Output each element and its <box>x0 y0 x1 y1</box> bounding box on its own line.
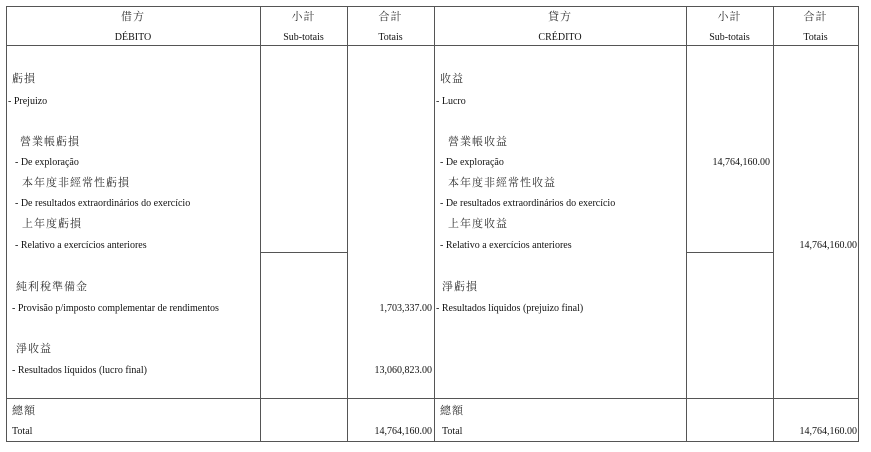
debit-net-total: 13,060,823.00 <box>374 365 432 376</box>
header-credit-subtotal-cn: 小計 <box>717 11 742 23</box>
credit-oper-cn: 營業帳收益 <box>448 136 508 148</box>
header-credit-total: Totais <box>803 32 828 43</box>
credit-netloss: - Resultados líquidos (prejuizo final) <box>436 303 584 314</box>
credit-sum-cn: 總額 <box>440 405 464 417</box>
header-credit: CRÉDITO <box>538 32 582 43</box>
header-credit-cn: 貸方 <box>548 11 572 23</box>
debit-extra-cn: 本年度非經常性虧損 <box>22 177 130 189</box>
header-credit-subtotal: Sub-totais <box>709 32 750 43</box>
debit-oper-cn: 營業帳虧損 <box>20 136 80 148</box>
debit-tax-cn: 純利稅準備金 <box>16 281 88 293</box>
header-divider <box>6 45 859 46</box>
credit-prev-cn: 上年度收益 <box>448 218 508 230</box>
balance-sheet <box>6 6 859 442</box>
col-border-debit-subtotal <box>260 6 261 442</box>
credit-extra: - De resultados extraordinários do exercício <box>440 198 616 209</box>
credit-oper: - De exploração <box>440 157 504 168</box>
col-border-credit-total <box>773 6 774 442</box>
credit-profit: - Lucro <box>436 96 466 107</box>
debit-extra: - De resultados extraordinários do exercício <box>15 198 191 209</box>
debit-subtotal-underline <box>260 252 348 253</box>
credit-netloss-cn: 淨虧損 <box>442 281 478 293</box>
debit-loss: - Prejuizo <box>8 96 48 107</box>
header-debit-subtotal: Sub-totais <box>283 32 324 43</box>
header-debit: DÉBITO <box>114 32 152 43</box>
credit-subtotal-underline <box>686 252 774 253</box>
debit-net-cn: 淨收益 <box>16 343 52 355</box>
debit-sum-cn: 總額 <box>12 405 36 417</box>
header-credit-total-cn: 合計 <box>803 11 828 23</box>
credit-prev-total: 14,764,160.00 <box>799 240 857 251</box>
debit-loss-cn: 虧損 <box>12 73 36 85</box>
credit-extra-cn: 本年度非經常性收益 <box>448 177 556 189</box>
credit-sum: Total <box>442 426 463 437</box>
debit-sum: Total <box>12 426 33 437</box>
debit-prev: - Relativo a exercícios anteriores <box>15 240 147 251</box>
col-border-middle <box>434 6 435 442</box>
header-debit-cn: 借方 <box>121 11 145 23</box>
debit-net: - Resultados líquidos (lucro final) <box>12 365 147 376</box>
border-top <box>6 6 859 7</box>
total-row-divider <box>6 398 859 399</box>
col-border-left <box>6 6 7 442</box>
col-border-right <box>858 6 859 442</box>
debit-prev-cn: 上年度虧損 <box>22 218 82 230</box>
debit-sum-total: 14,764,160.00 <box>374 426 432 437</box>
header-debit-subtotal-cn: 小計 <box>291 11 316 23</box>
header-debit-total: Totais <box>378 32 403 43</box>
debit-tax: - Provisão p/imposto complementar de rendimentos <box>12 303 219 314</box>
debit-oper: - De exploração <box>15 157 79 168</box>
credit-sum-total: 14,764,160.00 <box>799 426 857 437</box>
border-bottom <box>6 441 859 442</box>
col-border-credit-subtotal <box>686 6 687 442</box>
debit-tax-total: 1,703,337.00 <box>379 303 432 314</box>
credit-prev: - Relativo a exercícios anteriores <box>440 240 572 251</box>
credit-profit-cn: 收益 <box>440 73 464 85</box>
header-debit-total-cn: 合計 <box>378 11 403 23</box>
credit-oper-subtotal: 14,764,160.00 <box>712 157 770 168</box>
